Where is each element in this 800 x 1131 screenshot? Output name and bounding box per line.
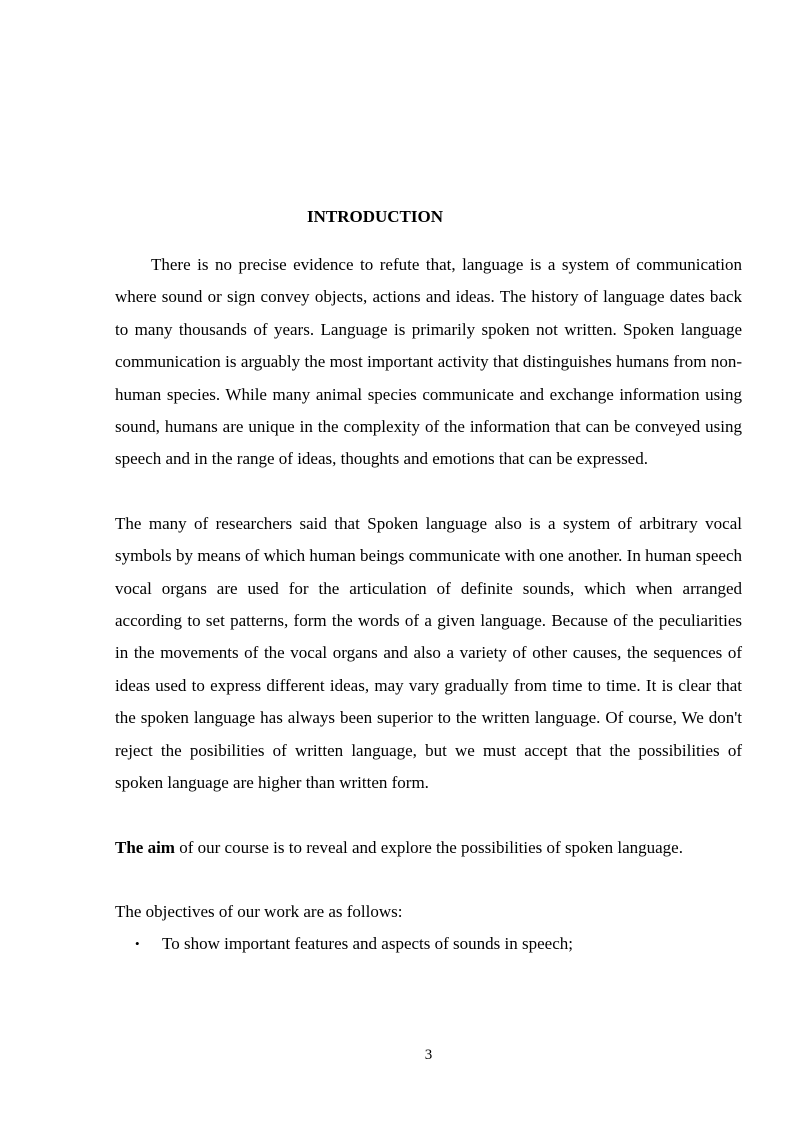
section-heading: INTRODUCTION — [307, 207, 444, 226]
list-item — [115, 928, 742, 960]
paragraph-gap — [115, 476, 742, 508]
paragraph-gap — [115, 800, 742, 832]
objectives-intro: The objectives of our work are as follows: — [115, 901, 403, 921]
aim-bold-lead: The aim — [115, 837, 175, 857]
objectives-list — [115, 928, 742, 960]
paragraph-1: There is no precise evidence to refute that, language is a system of communication where sound or sign convey objects, actions and ideas. The history of language dates back to many thousands of years. Language is primarily spoken not written. Spoken language communication is arguably the most important activity that distinguishes humans from non-human species. While many animal species communicate and exchange information using sound, humans are unique in the complexity of the information that can be conveyed using speech and in the range of ideas, thoughts and emotions that can be expressed. — [115, 255, 742, 469]
page-number: 3 — [424, 1047, 433, 1063]
page-content — [115, 205, 742, 961]
aim-text: of our course is to reveal and explore the possibilities of spoken language. — [174, 837, 683, 857]
bullet-icon: • — [135, 936, 140, 952]
paragraph-gap — [115, 864, 742, 896]
objective-text: To show important features and aspects of sounds in speech; — [162, 934, 573, 954]
aim-paragraph — [115, 832, 742, 864]
paragraph-2: The many of researchers said that Spoken language also is a system of arbitrary vocal symbols by means of which human beings communicate with one another. In human speech vocal organs are used for the articulation of definite sounds, which when arranged according to set patterns, form the words of a given language. Because of the peculiarities in the movements of the vocal organs and also a variety of other causes, the sequences of ideas used to express different ideas, may vary gradually from time to time. It is clear that the spoken language has always been superior to the written language. Of course, We don't reject the posibilities of written language, but we must accept that the possibilities of spoken language are higher than written form. — [115, 513, 742, 793]
